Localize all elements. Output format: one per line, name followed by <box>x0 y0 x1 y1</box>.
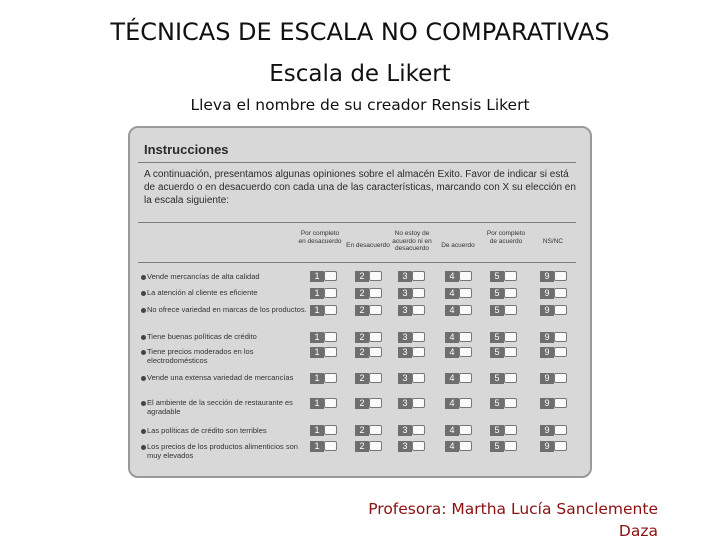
scale-option-number: 5 <box>490 288 504 299</box>
item-statement: Vende mercancías de alta calidad <box>147 272 260 281</box>
scale-option-9[interactable] <box>540 347 568 358</box>
scale-option-5[interactable] <box>490 425 518 436</box>
col-head-agree: De acuerdo <box>441 242 475 249</box>
scale-option-1[interactable] <box>310 288 338 299</box>
scale-option-number: 2 <box>355 288 369 299</box>
professor-credit <box>338 498 658 542</box>
checkbox[interactable] <box>324 441 337 451</box>
scale-option-number: 4 <box>445 288 459 299</box>
item-bullet <box>141 445 146 450</box>
scale-option-2[interactable] <box>355 441 383 452</box>
scale-option-3[interactable] <box>398 288 426 299</box>
scale-option-number: 9 <box>540 288 554 299</box>
scale-option-number: 4 <box>445 441 459 452</box>
checkbox[interactable] <box>324 305 337 315</box>
scale-option-5[interactable] <box>490 332 518 343</box>
scale-option-1[interactable] <box>310 441 338 452</box>
scale-option-number: 3 <box>398 305 412 316</box>
scale-option-number: 4 <box>445 398 459 409</box>
scale-option-number: 3 <box>398 425 412 436</box>
slide-subtitle: Escala de Likert <box>269 61 451 87</box>
col-head-disagree: En desacuerdo <box>346 242 390 249</box>
checkbox[interactable] <box>459 288 472 298</box>
scale-option-9[interactable] <box>540 332 568 343</box>
scale-option-1[interactable] <box>310 425 338 436</box>
scale-option-number: 9 <box>540 271 554 282</box>
scale-option-2[interactable] <box>355 398 383 409</box>
scale-option-number: 3 <box>398 347 412 358</box>
checkbox[interactable] <box>459 398 472 408</box>
item-statement: Vende una extensa variedad de mercancías <box>147 373 294 382</box>
scale-option-9[interactable] <box>540 425 568 436</box>
checkbox[interactable] <box>459 373 472 383</box>
scale-option-4[interactable] <box>445 288 473 299</box>
scale-option-1[interactable] <box>310 347 338 358</box>
scale-option-3[interactable] <box>398 332 426 343</box>
scale-option-number: 9 <box>540 305 554 316</box>
checkbox[interactable] <box>324 271 337 281</box>
scale-option-9[interactable] <box>540 398 568 409</box>
checkbox[interactable] <box>412 425 425 435</box>
scale-option-3[interactable] <box>398 305 426 316</box>
scale-option-number: 5 <box>490 441 504 452</box>
scale-option-number: 5 <box>490 398 504 409</box>
scale-option-2[interactable] <box>355 425 383 436</box>
scale-option-number: 4 <box>445 305 459 316</box>
scale-option-number: 4 <box>445 425 459 436</box>
scale-option-2[interactable] <box>355 347 383 358</box>
item-bullet <box>141 291 146 296</box>
scale-option-3[interactable] <box>398 373 426 384</box>
scale-option-number: 2 <box>355 332 369 343</box>
scale-option-1[interactable] <box>310 373 338 384</box>
scale-option-4[interactable] <box>445 373 473 384</box>
checkbox[interactable] <box>412 332 425 342</box>
scale-option-number: 3 <box>398 332 412 343</box>
scale-option-number: 9 <box>540 347 554 358</box>
checkbox[interactable] <box>412 347 425 357</box>
scale-option-number: 3 <box>398 373 412 384</box>
scale-option-number: 1 <box>310 305 324 316</box>
scale-option-3[interactable] <box>398 271 426 282</box>
checkbox[interactable] <box>369 398 382 408</box>
checkbox[interactable] <box>369 305 382 315</box>
scale-option-number: 2 <box>355 398 369 409</box>
scale-option-5[interactable] <box>490 305 518 316</box>
checkbox[interactable] <box>324 332 337 342</box>
scale-option-number: 2 <box>355 305 369 316</box>
scale-option-2[interactable] <box>355 373 383 384</box>
scale-option-4[interactable] <box>445 441 473 452</box>
header-divider <box>138 262 576 263</box>
scale-option-9[interactable] <box>540 271 568 282</box>
scale-option-number: 9 <box>540 332 554 343</box>
scale-option-number: 5 <box>490 271 504 282</box>
checkbox[interactable] <box>504 305 517 315</box>
checkbox[interactable] <box>554 305 567 315</box>
checkbox[interactable] <box>369 288 382 298</box>
scale-option-2[interactable] <box>355 271 383 282</box>
checkbox[interactable] <box>369 441 382 451</box>
item-bullet <box>141 350 146 355</box>
checkbox[interactable] <box>554 288 567 298</box>
checkbox[interactable] <box>504 347 517 357</box>
scale-option-5[interactable] <box>490 347 518 358</box>
item-bullet <box>141 308 146 313</box>
scale-option-number: 9 <box>540 425 554 436</box>
item-bullet <box>141 376 146 381</box>
checkbox[interactable] <box>504 373 517 383</box>
checkbox[interactable] <box>459 305 472 315</box>
checkbox[interactable] <box>412 373 425 383</box>
checkbox[interactable] <box>504 398 517 408</box>
form-instructions: A continuación, presentamos algunas opiniones sobre el almacén Exito. Favor de indicar si está de acuerdo o en desacuerdo con cada una de las características, marcando con X su elección en la escala siguiente: <box>144 169 576 206</box>
scale-option-3[interactable] <box>398 441 426 452</box>
item-bullet <box>141 335 146 340</box>
checkbox[interactable] <box>459 441 472 451</box>
checkbox[interactable] <box>504 271 517 281</box>
scale-option-2[interactable] <box>355 332 383 343</box>
scale-option-number: 3 <box>398 441 412 452</box>
scale-option-4[interactable] <box>445 271 473 282</box>
scale-option-9[interactable] <box>540 373 568 384</box>
scale-option-number: 1 <box>310 373 324 384</box>
scale-option-1[interactable] <box>310 305 338 316</box>
scale-option-9[interactable] <box>540 305 568 316</box>
checkbox[interactable] <box>369 373 382 383</box>
scale-option-number: 1 <box>310 425 324 436</box>
checkbox[interactable] <box>554 441 567 451</box>
checkbox[interactable] <box>504 441 517 451</box>
item-statement: Tiene precios moderados en los electrodomésticos <box>147 347 254 365</box>
checkbox[interactable] <box>554 425 567 435</box>
item-bullet <box>141 429 146 434</box>
checkbox[interactable] <box>412 441 425 451</box>
checkbox[interactable] <box>412 288 425 298</box>
scale-option-number: 9 <box>540 398 554 409</box>
scale-option-number: 4 <box>445 347 459 358</box>
checkbox[interactable] <box>504 288 517 298</box>
col-head-ns-nc: NS/NC <box>542 238 564 245</box>
scale-option-2[interactable] <box>355 288 383 299</box>
checkbox[interactable] <box>324 288 337 298</box>
checkbox[interactable] <box>554 271 567 281</box>
checkbox[interactable] <box>554 373 567 383</box>
col-head-neutral: No estoy de acuerdo ni en desacuerdo <box>392 230 432 252</box>
checkbox[interactable] <box>504 425 517 435</box>
scale-option-number: 1 <box>310 332 324 343</box>
scale-option-5[interactable] <box>490 288 518 299</box>
scale-option-5[interactable] <box>490 441 518 452</box>
checkbox[interactable] <box>459 271 472 281</box>
item-bullet <box>141 401 146 406</box>
professor-line-2: Daza <box>618 522 658 540</box>
scale-option-number: 9 <box>540 441 554 452</box>
col-head-strongly-agree: Por completo de acuerdo <box>486 230 526 245</box>
scale-option-number: 2 <box>355 425 369 436</box>
scale-option-2[interactable] <box>355 305 383 316</box>
checkbox[interactable] <box>369 425 382 435</box>
scale-option-1[interactable] <box>310 271 338 282</box>
checkbox[interactable] <box>504 332 517 342</box>
slide-title: TÉCNICAS DE ESCALA NO COMPARATIVAS <box>110 18 610 46</box>
item-statement: La atención al cliente es eficiente <box>147 288 258 297</box>
scale-option-4[interactable] <box>445 332 473 343</box>
checkbox[interactable] <box>412 305 425 315</box>
scale-option-number: 3 <box>398 288 412 299</box>
item-bullet <box>141 275 146 280</box>
form-heading: Instrucciones <box>144 142 229 157</box>
col-head-strongly-disagree: Por completo en desacuerdo <box>298 230 342 245</box>
scale-option-number: 1 <box>310 441 324 452</box>
checkbox[interactable] <box>369 271 382 281</box>
item-statement: El ambiente de la sección de restaurante es agradable <box>147 398 293 416</box>
checkbox[interactable] <box>324 425 337 435</box>
scale-option-number: 5 <box>490 332 504 343</box>
checkbox[interactable] <box>369 332 382 342</box>
item-statement: Las políticas de crédito son terribles <box>147 426 267 435</box>
scale-option-number: 5 <box>490 425 504 436</box>
scale-option-5[interactable] <box>490 271 518 282</box>
checkbox[interactable] <box>324 398 337 408</box>
checkbox[interactable] <box>324 347 337 357</box>
scale-option-number: 1 <box>310 398 324 409</box>
scale-option-1[interactable] <box>310 332 338 343</box>
checkbox[interactable] <box>459 425 472 435</box>
scale-option-number: 5 <box>490 373 504 384</box>
checkbox[interactable] <box>412 398 425 408</box>
scale-option-number: 2 <box>355 271 369 282</box>
checkbox[interactable] <box>369 347 382 357</box>
checkbox[interactable] <box>459 332 472 342</box>
scale-option-number: 5 <box>490 347 504 358</box>
scale-option-number: 3 <box>398 271 412 282</box>
professor-line-1: Profesora: Martha Lucía Sanclemente <box>368 500 658 518</box>
checkbox[interactable] <box>412 271 425 281</box>
item-statement: Los precios de los productos alimenticios son muy elevados <box>147 442 298 460</box>
item-statement: Tiene buenas políticas de crédito <box>147 332 257 341</box>
scale-option-number: 1 <box>310 288 324 299</box>
scale-option-3[interactable] <box>398 347 426 358</box>
scale-option-9[interactable] <box>540 441 568 452</box>
scale-option-4[interactable] <box>445 305 473 316</box>
checkbox[interactable] <box>554 332 567 342</box>
scale-option-4[interactable] <box>445 425 473 436</box>
scale-option-4[interactable] <box>445 347 473 358</box>
scale-option-number: 4 <box>445 373 459 384</box>
scale-option-4[interactable] <box>445 398 473 409</box>
scale-option-number: 1 <box>310 347 324 358</box>
scale-option-number: 4 <box>445 271 459 282</box>
scale-option-3[interactable] <box>398 425 426 436</box>
checkbox[interactable] <box>554 347 567 357</box>
scale-option-number: 2 <box>355 373 369 384</box>
scale-option-number: 3 <box>398 398 412 409</box>
scale-option-number: 9 <box>540 373 554 384</box>
scale-option-3[interactable] <box>398 398 426 409</box>
checkbox[interactable] <box>554 398 567 408</box>
scale-option-number: 1 <box>310 271 324 282</box>
item-statement: No ofrece variedad en marcas de los productos. <box>147 305 307 314</box>
scale-option-9[interactable] <box>540 288 568 299</box>
scale-option-5[interactable] <box>490 398 518 409</box>
slide-caption: Lleva el nombre de su creador Rensis Likert <box>190 96 530 114</box>
scale-option-5[interactable] <box>490 373 518 384</box>
scale-option-1[interactable] <box>310 398 338 409</box>
heading-divider <box>138 162 576 163</box>
checkbox[interactable] <box>459 347 472 357</box>
checkbox[interactable] <box>324 373 337 383</box>
instructions-divider <box>138 222 576 223</box>
scale-option-number: 4 <box>445 332 459 343</box>
scale-option-number: 5 <box>490 305 504 316</box>
scale-option-number: 2 <box>355 441 369 452</box>
scale-option-number: 2 <box>355 347 369 358</box>
